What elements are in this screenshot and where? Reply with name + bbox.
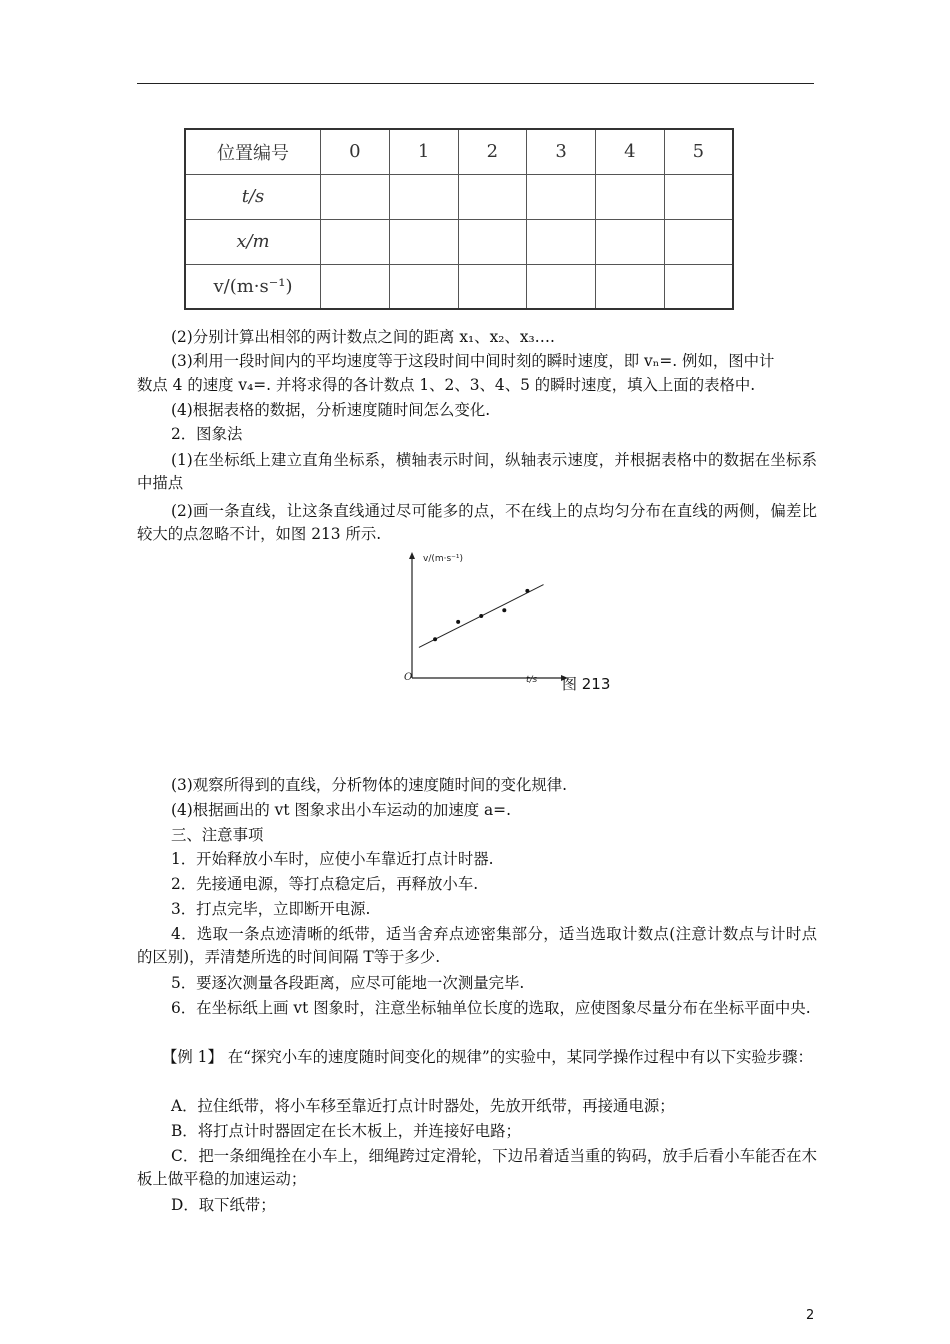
step-b: B．将打点计时器固定在长木板上，并连接好电路； — [171, 1122, 521, 1140]
paragraph-acceleration: (4)根据画出的 vt 图象求出小车运动的加速度 a=. — [171, 801, 511, 819]
paragraph-distance: (2)分别计算出相邻的两计数点之间的距离 x₁、x₂、x₃…. — [171, 328, 555, 346]
cell — [527, 174, 596, 219]
header-rule — [137, 83, 814, 84]
note-6: 6．在坐标纸上画 vt 图象时，注意坐标轴单位长度的选取，应使图象尽量分布在坐标平面中央. — [171, 999, 811, 1017]
heading-graph-method: 2．图象法 — [171, 425, 243, 443]
paragraph-draw-line: (2)画一条直线，让这条直线通过尽可能多的点，不在线上的点均匀分布在直线的两侧，偏差比较大的点忽略不计，如图 213 所示. — [137, 502, 817, 543]
step-d: D．取下纸带； — [171, 1196, 276, 1214]
row-label-distance: x/m — [185, 219, 321, 264]
paragraph-analyze: (4)根据表格的数据，分析速度随时间怎么变化. — [171, 401, 491, 419]
position-4: 4 — [596, 129, 665, 174]
plot-area — [419, 585, 544, 648]
position-2: 2 — [458, 129, 527, 174]
cell — [596, 174, 665, 219]
cell — [664, 264, 733, 309]
note-2: 2．先接通电源，等打点稳定后，再释放小车. — [171, 875, 479, 893]
figure-caption: 图 213 — [562, 675, 611, 693]
position-0: 0 — [321, 129, 390, 174]
data-point — [479, 614, 483, 618]
note-5: 5．要逐次测量各段距离，应尽可能地一次测量完毕. — [171, 974, 525, 992]
cell — [389, 264, 458, 309]
cell — [596, 264, 665, 309]
position-5: 5 — [664, 129, 733, 174]
page-number: 2 — [806, 1308, 815, 1323]
step-a: A．拉住纸带，将小车移至靠近打点计时器处，先放开纸带，再接通电源； — [171, 1097, 675, 1115]
origin-label: O — [404, 672, 413, 683]
note-3: 3．打点完毕，立即断开电源. — [171, 900, 371, 918]
cell — [321, 174, 390, 219]
paragraph-plot-points: (1)在坐标纸上建立直角坐标系，横轴表示时间，纵轴表示速度，并根据表格中的数据在坐标系中描点 — [137, 451, 817, 492]
data-point — [433, 637, 437, 641]
cell — [458, 219, 527, 264]
cell — [664, 219, 733, 264]
example-1: 【例 1】 在“探究小车的速度随时间变化的规律”的实验中，某同学操作过程中有以下实验步骤： — [162, 1048, 813, 1066]
note-1: 1．开始释放小车时，应使小车靠近打点计时器. — [171, 850, 494, 868]
cell — [389, 219, 458, 264]
cell — [321, 219, 390, 264]
cell — [596, 219, 665, 264]
table-header-row — [185, 129, 733, 174]
measurement-table — [184, 128, 734, 310]
position-3: 3 — [527, 129, 596, 174]
heading-notes: 三、注意事项 — [171, 826, 264, 844]
cell — [389, 174, 458, 219]
data-point — [502, 608, 506, 612]
cell — [458, 264, 527, 309]
data-point — [525, 589, 529, 593]
cell — [458, 174, 527, 219]
paragraph-velocity-a: (3)利用一段时间内的平均速度等于这段时间中间时刻的瞬时速度，即 vₙ=. 例如，图中计 — [171, 352, 775, 370]
x-axis-label: t/s — [526, 675, 538, 685]
cell — [527, 219, 596, 264]
table-row — [185, 264, 733, 309]
cell — [527, 264, 596, 309]
paragraph-velocity-b: 数点 4 的速度 v₄=. 并将求得的各计数点 1、2、3、4、5 的瞬时速度，填入上面的表格中. — [137, 376, 756, 394]
cell — [664, 174, 733, 219]
table-row — [185, 174, 733, 219]
row-label-velocity: v/(m·s⁻¹) — [185, 264, 321, 309]
paragraph-observe: (3)观察所得到的直线，分析物体的速度随时间的变化规律. — [171, 776, 568, 794]
y-axis-arrow — [409, 552, 415, 559]
y-axis-label: v/(m·s⁻¹) — [423, 554, 464, 564]
header-label: 位置编号 — [185, 129, 321, 174]
data-point — [456, 620, 460, 624]
step-c: C．把一条细绳拴在小车上，细绳跨过定滑轮，下边吊着适当重的钩码，放手后看小车能否在木板上做平稳的加速运动； — [137, 1147, 817, 1188]
position-1: 1 — [389, 129, 458, 174]
row-label-time: t/s — [185, 174, 321, 219]
cell — [321, 264, 390, 309]
table-row — [185, 219, 733, 264]
note-4: 4．选取一条点迹清晰的纸带，适当舍弃点迹密集部分，适当选取计数点(注意计数点与计时点的区别)，弄清楚所选的时间间隔 T等于多少. — [137, 925, 817, 966]
